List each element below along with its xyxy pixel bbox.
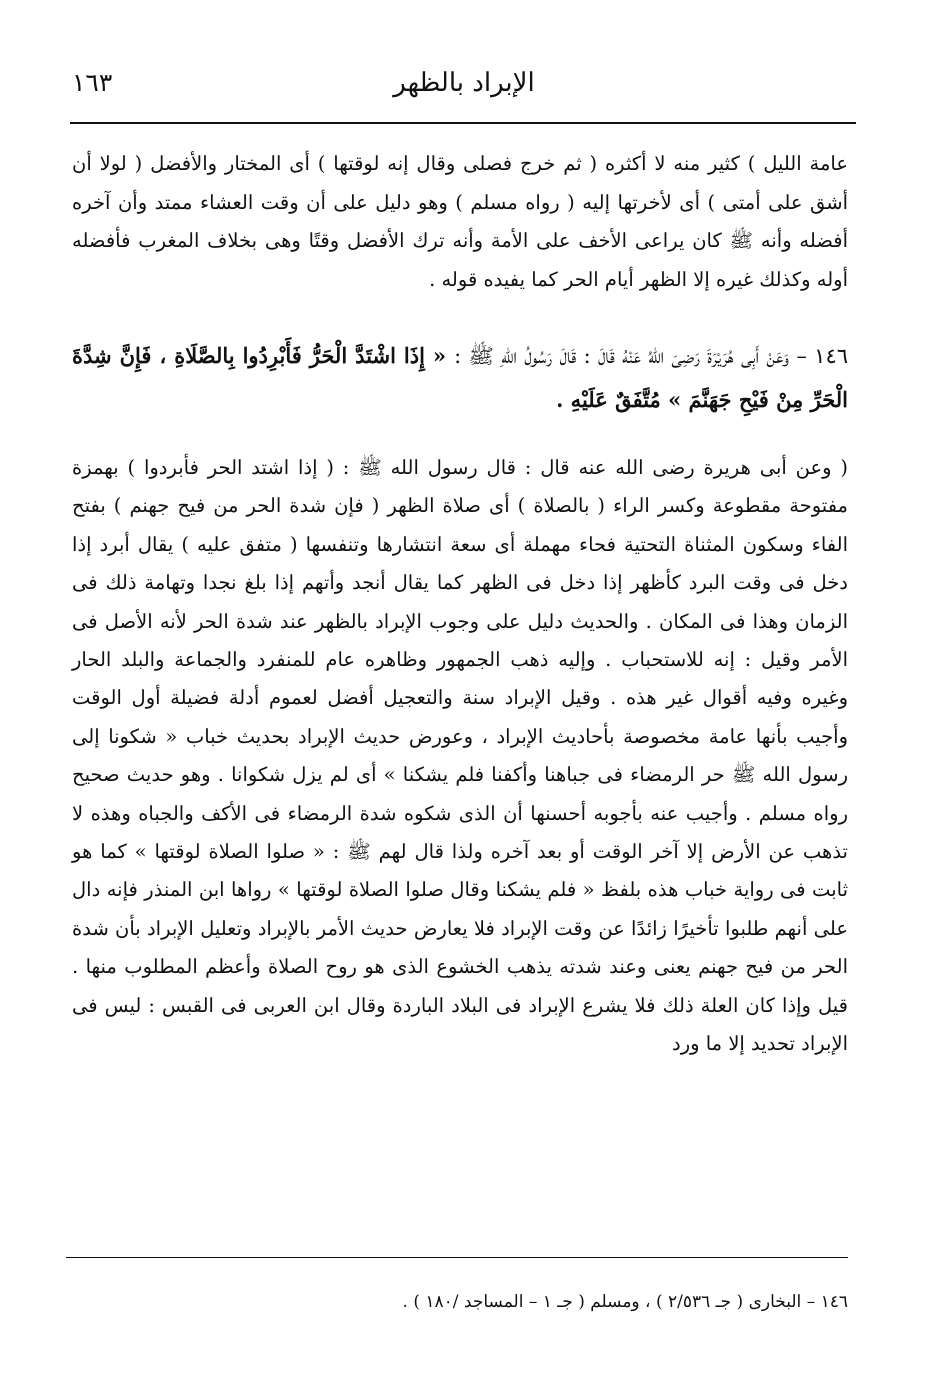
- commentary-paragraph-continued: عامة الليل ) كثير منه لا أكثره ( ثم خرج فصلى وقال إنه لوقتها ) أى المختار والأفضل ( لولا أن أشق على أمتى ) أى لأخرتها إليه ( رواه مسلم ) وهو دليل على أن وقت العشاء ممتد وأن آخره أفضله وأنه ﷺ كان يراعى الأخف على الأمة وأنه ترك الأفضل وقتًا وهى بخلاف المغرب فأفضله أوله وكذلك غيره إلا الظهر أيام الحر كما يفيده قوله .: [72, 152, 848, 291]
- commentary-paragraph-hadith-146: ( وعن أبى هريرة رضى الله عنه قال : قال رسول الله ﷺ : ( إذا اشتد الحر فأبردوا ) بهمزة مفتوحة مقطوعة وكسر الراء ( بالصلاة ) أى صلاة الظهر ( فإن شدة الحر من فيح جهنم ) بفتح الفاء وسكون المثناة التحتية فحاء مهملة أى سعة انتشارها وتنفسها ( متفق عليه ) يقال أبرد إذا دخل فى وقت البرد كأظهر إذا دخل فى الظهر كما يقال أنجد وأتهم إذا بلغ نجدا وتهامة ذلك فى الزمان وهذا فى المكان . والحديث دليل على وجوب الإبراد بالظهر عند شدة الحر لأنه الأصل فى الأمر وقيل : إنه للاستحباب . وإليه ذهب الجمهور وظاهره عام للمنفرد والجماعة والبلد الحار وغيره وفيه أقوال غير هذه . وقيل الإبراد سنة والتعجيل أفضل لعموم أدلة فضيلة أول الوقت وأجيب بأنها عامة مخصوصة بأحاديث الإبراد ، وعورض حديث الإبراد بحديث خباب « شكونا إلى رسول الله ﷺ حر الرمضاء فى جباهنا وأكفنا فلم يشكنا » أى لم يزل شكوانا . وهو حديث صحيح رواه مسلم . وأجيب عنه بأجوبه أحسنها أن الذى شكوه شدة الرمضاء فى الأكف والجباه وهذه لا تذهب عن الأرض إلا آخر الوقت أو بعد آخره ولذا قال لهم ﷺ : « صلوا الصلاة لوقتها » كما هو ثابت فى رواية خباب هذه بلفظ « فلم يشكنا وقال صلوا الصلاة لوقتها » رواها ابن المنذر فإنه دال على أنهم طلبوا تأخيرًا زائدًا عن وقت الإبراد فلا يعارض حديث الأمر بالإبراد وتعليل الإبراد بأن شدة الحر من فيح جهنم يعنى وعند شدته يذهب الخشوع الذى هو روح الصلاة وأعظم المطلوب منها . قيل وإذا كان العلة ذلك فلا يشرع الإبراد فى البلاد الباردة وقال ابن العربى فى القبس : ليس فى الإبراد تحديد إلا ما ورد: [72, 456, 848, 1056]
- page-number: ١٦٣: [72, 68, 113, 97]
- footnote-rule: [66, 1257, 848, 1258]
- header-rule: [70, 122, 856, 124]
- footnote: ١٤٦ – البخارى ( جـ ٢/٥٣٦ ) ، ومسلم ( جـ ١ – المساجد /١٨٠ ) .: [402, 1292, 848, 1312]
- hadith-146: [72, 334, 848, 421]
- page-header: [72, 62, 856, 112]
- hadith-146-matn: « إِذَا اشْتَدَّ الْحَرُّ فَأَبْرِدُوا بِالصَّلَاةِ ، فَإِنَّ شِدَّةَ الْحَرِّ مِنْ فَيْحِ جَهَنَّمَ » مُتَّفَقٌ عَلَيْهِ .: [72, 343, 848, 412]
- page-title: الإبراد بالظهر: [393, 68, 535, 98]
- hadith-146-isnad: ١٤٦ – وَعَنْ أَبِى هُرَيْرَةَ رَضِىَ اللهُ عَنْهُ قَالَ : قَالَ رَسُولُ اللهِ ﷺ :: [454, 344, 849, 368]
